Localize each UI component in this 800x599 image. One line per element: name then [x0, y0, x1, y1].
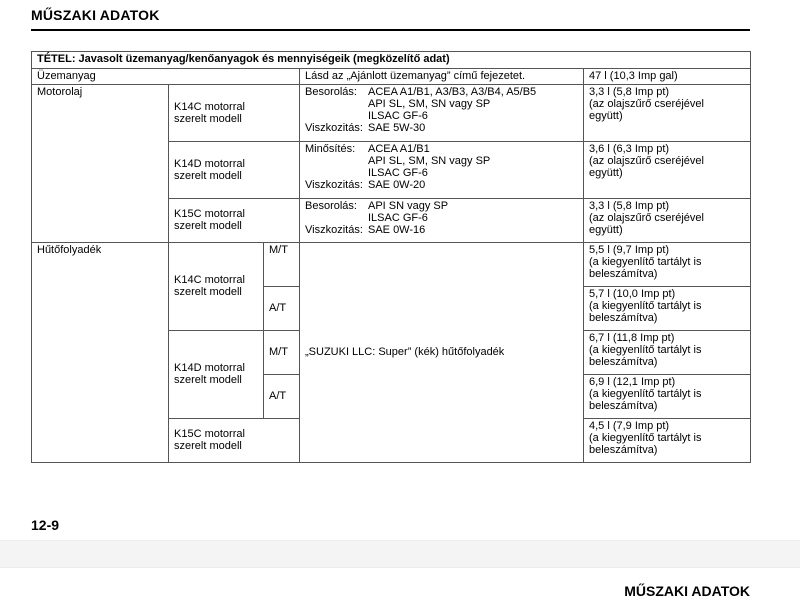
oil-amount-cell	[584, 199, 751, 243]
amount-line: 4,5 l (7,9 Imp pt)	[589, 420, 670, 432]
amount-line: (a kiegyenlítő tartályt is	[589, 300, 702, 312]
model-line: K15C motorral	[174, 428, 245, 440]
section-title: MŰSZAKI ADATOK	[31, 7, 160, 23]
amount-line: (a kiegyenlítő tartályt is	[589, 256, 702, 268]
amount-line: 6,7 l (11,8 Imp pt)	[589, 332, 675, 344]
spec-line: API SN vagy SP	[368, 200, 449, 212]
amount-line: együtt)	[589, 167, 623, 179]
amount-line: (a kiegyenlítő tartályt is	[589, 344, 702, 356]
spec-line: ILSAC GF-6	[368, 167, 428, 179]
amount-line: együtt)	[589, 110, 623, 122]
spec-label: Besorolás:	[305, 86, 357, 98]
model-line: szerelt modell	[174, 286, 242, 298]
model-line: szerelt modell	[174, 220, 242, 232]
table-row-fuel	[32, 69, 751, 85]
amount-line: beleszámítva)	[589, 356, 658, 368]
model-line: szerelt modell	[174, 440, 242, 452]
transmission-cell: M/T	[264, 243, 300, 287]
model-line: szerelt modell	[174, 374, 242, 386]
oil-spec-cell	[300, 85, 584, 142]
spec-label: Besorolás:	[305, 200, 357, 212]
spec-line: ACEA A1/B1, A3/B3, A3/B4, A5/B5	[368, 86, 537, 98]
title-rule	[31, 29, 750, 31]
amount-line: beleszámítva)	[589, 444, 658, 456]
oil-amount-cell	[584, 85, 751, 142]
coolant-label: Hűtőfolyadék	[32, 243, 169, 463]
viscosity-label: Viszkozitás:	[305, 224, 363, 236]
transmission-cell: A/T	[264, 375, 300, 419]
viscosity-value: SAE 5W-30	[368, 122, 426, 134]
viscosity-value: SAE 0W-20	[368, 179, 426, 191]
coolant-model-cell	[169, 419, 300, 463]
amount-line: (a kiegyenlítő tartályt is	[589, 432, 702, 444]
coolant-model-cell	[169, 331, 264, 419]
oil-spec-cell	[300, 199, 584, 243]
page-number: 12-9	[31, 517, 60, 533]
table-caption: TÉTEL: Javasolt üzemanyag/kenőanyagok és mennyiségeik (megközelítő adat)	[32, 52, 751, 69]
table-row-coolant-k14c-mt	[32, 243, 751, 287]
fuel-spec: Lásd az „Ajánlott üzemanyag” című fejezetet.	[300, 69, 584, 85]
coolant-spec: „SUZUKI LLC: Super” (kék) hűtőfolyadék	[300, 243, 584, 463]
next-page-header: MŰSZAKI ADATOK	[624, 583, 750, 599]
table-caption-row	[32, 52, 751, 69]
model-line: K14C motorral	[174, 274, 245, 286]
spec-line: ILSAC GF-6	[368, 212, 428, 224]
amount-line: (az olajszűrő cseréjével	[589, 155, 704, 167]
amount-line: beleszámítva)	[589, 312, 658, 324]
amount-line: 5,5 l (9,7 Imp pt)	[589, 244, 670, 256]
amount-line: 3,3 l (5,8 Imp pt)	[589, 200, 670, 212]
coolant-amount-cell	[584, 331, 751, 375]
oil-model-cell	[169, 199, 300, 243]
model-line: K14D motorral	[174, 362, 245, 374]
oil-model-cell	[169, 142, 300, 199]
model-line: K15C motorral	[174, 208, 245, 220]
coolant-model-cell	[169, 243, 264, 331]
coolant-amount-cell	[584, 419, 751, 463]
coolant-amount-cell	[584, 287, 751, 331]
amount-line: 6,9 l (12,1 Imp pt)	[589, 376, 676, 388]
viscosity-label: Viszkozitás:	[305, 179, 363, 191]
viscosity-label: Viszkozitás:	[305, 122, 363, 134]
amount-line: 5,7 l (10,0 Imp pt)	[589, 288, 676, 300]
transmission-cell: M/T	[264, 331, 300, 375]
amount-line: 3,3 l (5,8 Imp pt)	[589, 86, 670, 98]
spec-line: API SL, SM, SN vagy SP	[368, 155, 491, 167]
oil-amount-cell	[584, 142, 751, 199]
transmission-cell: A/T	[264, 287, 300, 331]
model-line: K14D motorral	[174, 157, 245, 170]
fuel-label: Üzemanyag	[32, 69, 300, 85]
model-line: szerelt modell	[174, 169, 242, 182]
amount-line: együtt)	[589, 224, 623, 236]
page-separator	[0, 540, 800, 568]
amount-line: 3,6 l (6,3 Imp pt)	[589, 143, 670, 155]
coolant-amount-cell	[584, 243, 751, 287]
amount-line: (az olajszűrő cseréjével	[589, 212, 704, 224]
spec-line: ACEA A1/B1	[368, 143, 430, 155]
oil-model-cell	[169, 85, 300, 142]
fuel-amount: 47 l (10,3 Imp gal)	[584, 69, 751, 85]
model-line: K14C motorral	[174, 100, 245, 113]
amount-line: beleszámítva)	[589, 268, 658, 280]
lubricants-table	[31, 51, 751, 463]
spec-label: Minősítés:	[305, 143, 356, 155]
table-row-oil-k14c	[32, 85, 751, 142]
amount-line: (a kiegyenlítő tartályt is	[589, 388, 702, 400]
viscosity-value: SAE 0W-16	[368, 224, 426, 236]
spec-line: API SL, SM, SN vagy SP	[368, 98, 491, 110]
coolant-amount-cell	[584, 375, 751, 419]
oil-label: Motorolaj	[32, 85, 169, 243]
amount-line: beleszámítva)	[589, 400, 658, 412]
amount-line: (az olajszűrő cseréjével	[589, 98, 704, 110]
spec-line: ILSAC GF-6	[368, 110, 428, 122]
oil-spec-cell	[300, 142, 584, 199]
model-line: szerelt modell	[174, 112, 242, 125]
